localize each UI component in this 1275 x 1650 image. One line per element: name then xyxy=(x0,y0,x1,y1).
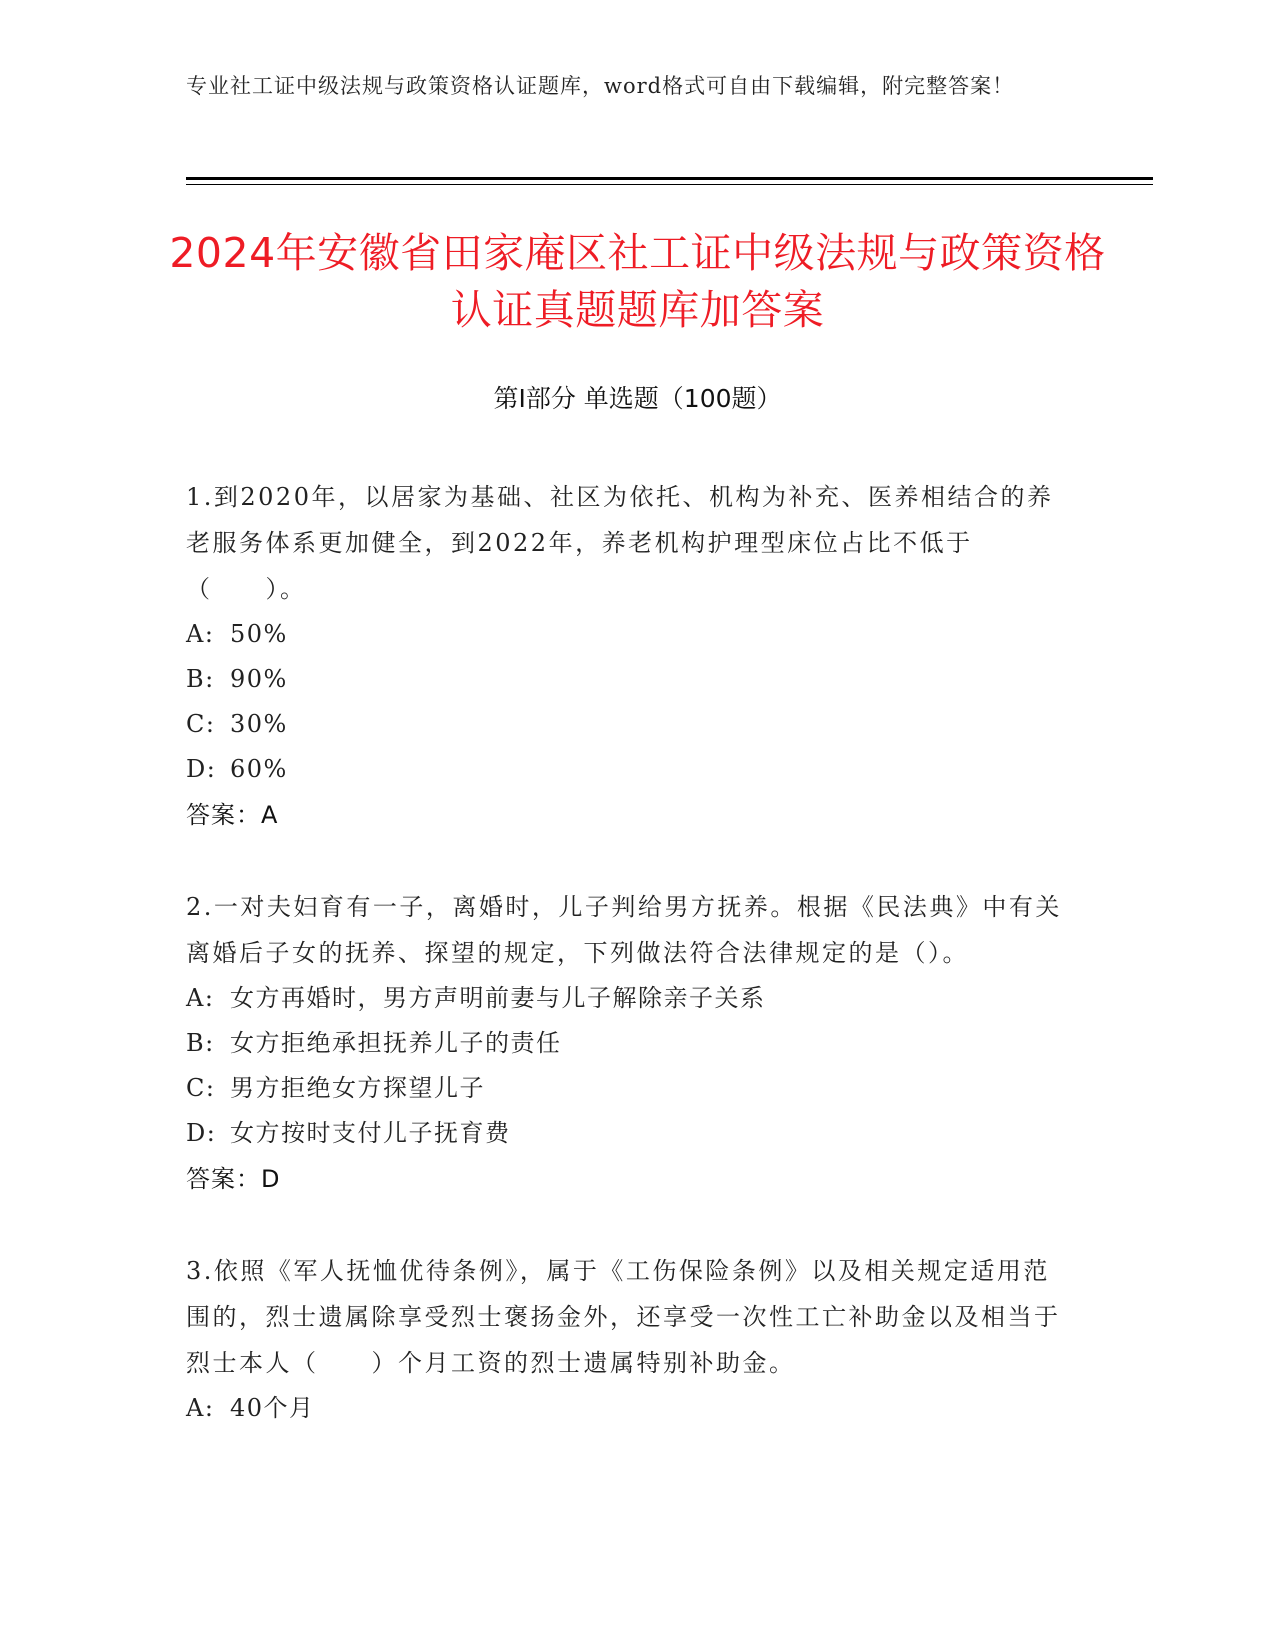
option-letter: B: xyxy=(186,1029,215,1057)
option-a xyxy=(186,976,1066,1021)
answer-line: 答案：A xyxy=(186,801,279,829)
section-title: 第I部分 单选题（100题） xyxy=(493,384,782,413)
option-a xyxy=(186,1386,1066,1431)
option-letter: A: xyxy=(186,1394,215,1422)
option-b xyxy=(186,657,1066,702)
header-note: 专业社工证中级法规与政策资格认证题库，word格式可自由下载编辑，附完整答案！ xyxy=(186,74,1015,98)
header-divider-thin xyxy=(186,184,1153,185)
option-d xyxy=(186,747,1066,792)
question-list xyxy=(186,474,1066,1477)
option-letter: B: xyxy=(186,665,215,693)
header-divider-thick xyxy=(186,177,1153,180)
question-1 xyxy=(186,474,1066,838)
option-text: 女方拒绝承担抚养儿子的责任 xyxy=(230,1029,562,1057)
option-text: 90% xyxy=(230,665,288,693)
option-letter: D: xyxy=(186,755,217,783)
option-text: 女方再婚时，男方声明前妻与儿子解除亲子关系 xyxy=(230,984,766,1012)
option-text: 40个月 xyxy=(230,1394,315,1422)
option-letter: C: xyxy=(186,1074,216,1102)
option-d xyxy=(186,1111,1066,1156)
option-text: 50% xyxy=(230,620,288,648)
option-text: 30% xyxy=(230,710,288,738)
option-letter: D: xyxy=(186,1119,217,1147)
question-2 xyxy=(186,884,1066,1202)
question-stem: 1.到2020年，以居家为基础、社区为依托、机构为补充、医养相结合的养老服务体系更加健全，到2022年，养老机构护理型床位占比不低于（ ）。 xyxy=(186,483,1054,603)
document-title: 2024年安徽省田家庵区社工证中级法规与政策资格认证真题题库加答案 xyxy=(169,229,1106,334)
question-3 xyxy=(186,1248,1066,1431)
option-c xyxy=(186,702,1066,747)
question-stem: 2.一对夫妇育有一子，离婚时，儿子判给男方抚养。根据《民法典》中有关离婚后子女的抚养、探望的规定，下列做法符合法律规定的是（）。 xyxy=(186,893,1062,967)
option-letter: A: xyxy=(186,984,215,1012)
option-letter: C: xyxy=(186,710,216,738)
option-a xyxy=(186,612,1066,657)
option-text: 女方按时支付儿子抚育费 xyxy=(230,1119,511,1147)
option-letter: A: xyxy=(186,620,215,648)
option-c xyxy=(186,1066,1066,1111)
option-b xyxy=(186,1021,1066,1066)
option-text: 男方拒绝女方探望儿子 xyxy=(230,1074,485,1102)
option-text: 60% xyxy=(230,755,288,783)
question-stem: 3.依照《军人抚恤优待条例》，属于《工伤保险条例》以及相关规定适用范围的，烈士遗属除享受烈士褒扬金外，还享受一次性工亡补助金以及相当于烈士本人（ ）个月工资的烈士遗属特别补助金。 xyxy=(186,1257,1061,1377)
answer-line: 答案：D xyxy=(186,1165,281,1193)
